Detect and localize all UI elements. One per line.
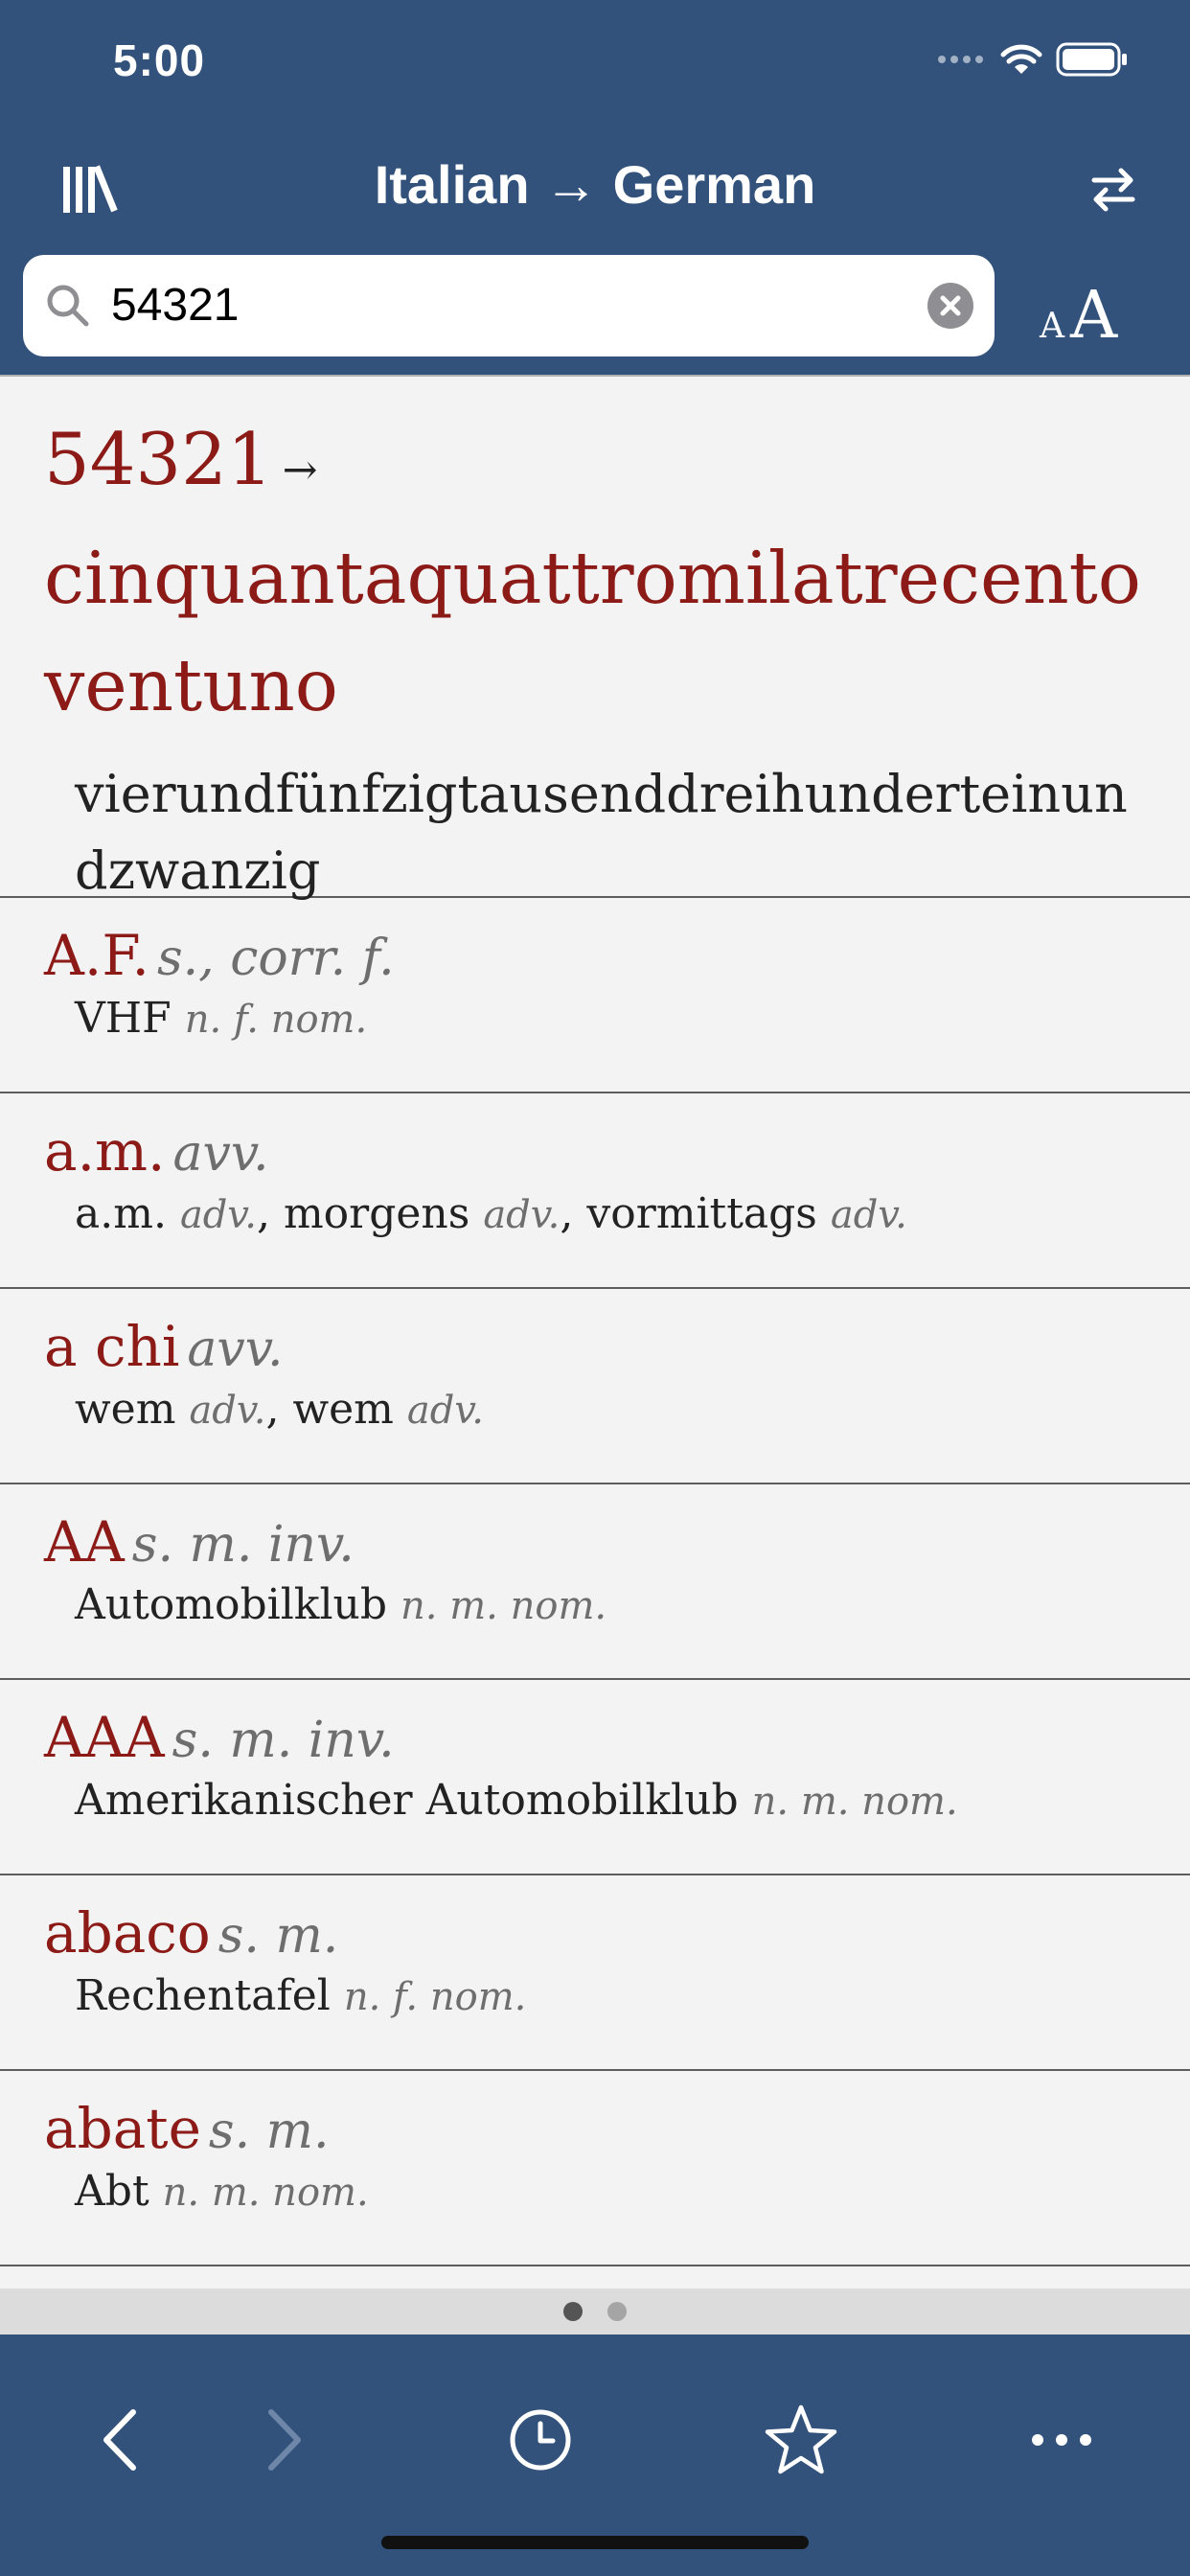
- translation-word: a.m.: [75, 1189, 167, 1238]
- entry-part-of-speech: avv.: [187, 1321, 284, 1378]
- translation-word: Rechentafel: [75, 1971, 331, 2020]
- translation-word: Automobilklub: [75, 1580, 388, 1629]
- entry-translations: [75, 1580, 1146, 1629]
- entry-headword: AAA: [44, 1705, 165, 1770]
- entry-part-of-speech: s. m. inv.: [172, 1712, 395, 1769]
- translation-word: Amerikanischer Automobilklub: [75, 1776, 739, 1825]
- translation-separator: ,: [256, 1189, 284, 1238]
- number-entry-head: [44, 405, 1146, 739]
- font-size-button[interactable]: [1040, 278, 1117, 354]
- number-expansion: cinquantaquattromilatrecentoventuno: [44, 536, 1141, 727]
- font-size-small-label: A: [1040, 307, 1064, 346]
- entry-row[interactable]: [0, 1484, 1190, 1680]
- translation-separator: ,: [265, 1385, 293, 1434]
- forward-icon: [260, 2406, 308, 2473]
- back-button[interactable]: [73, 2392, 169, 2488]
- translation-part-of-speech: adv.: [189, 1389, 266, 1433]
- translation-word: VHF: [75, 994, 172, 1043]
- entry-row[interactable]: [0, 1875, 1190, 2071]
- translation-part-of-speech: adv.: [830, 1193, 907, 1237]
- entry-row[interactable]: [0, 898, 1190, 1093]
- more-button[interactable]: [1014, 2392, 1110, 2488]
- history-button[interactable]: [492, 2392, 588, 2488]
- entry-head: [44, 2096, 1146, 2161]
- entry-translations: [75, 2167, 1146, 2216]
- translation-word: Abt: [75, 2167, 149, 2216]
- star-icon: [763, 2403, 839, 2477]
- entry-translations: [75, 1189, 1146, 1238]
- search-icon: [44, 282, 92, 330]
- forward-button[interactable]: [236, 2392, 332, 2488]
- entry-row[interactable]: [0, 1093, 1190, 1289]
- page-dot[interactable]: [607, 2302, 627, 2321]
- swap-direction-icon[interactable]: [1087, 163, 1140, 217]
- favorites-button[interactable]: [753, 2392, 849, 2488]
- entry-head: [44, 1118, 1146, 1184]
- number-entry[interactable]: [0, 377, 1190, 901]
- translation-part-of-speech: n. f. nom.: [184, 998, 368, 1042]
- entry-headword: A.F.: [44, 923, 149, 988]
- entry-head: [44, 1314, 1146, 1379]
- search-field[interactable]: [23, 255, 995, 356]
- entry-head: [44, 1509, 1146, 1575]
- number-translation: vierundfünfzigtausenddreihunderteinundzwanzig: [75, 764, 1128, 901]
- translation-word: vormittags: [586, 1189, 817, 1238]
- number-headword: 54321: [44, 417, 273, 501]
- search-input[interactable]: 54321: [111, 280, 240, 331]
- cellular-signal-icon: [938, 56, 983, 63]
- entry-headword: abaco: [44, 1900, 211, 1966]
- entry-part-of-speech: s., corr. f.: [156, 930, 395, 987]
- entry-head: [44, 1900, 1146, 1966]
- history-icon: [507, 2406, 574, 2473]
- font-size-large-label: A: [1070, 278, 1118, 354]
- battery-icon: [1056, 42, 1129, 77]
- wifi-icon: [1000, 43, 1042, 76]
- translation-part-of-speech: n. m. nom.: [162, 2171, 369, 2215]
- entry-headword: AA: [44, 1509, 125, 1575]
- entry-headword: a.m.: [44, 1118, 166, 1184]
- entry-translations: [75, 1776, 1146, 1825]
- translation-word: wem: [75, 1385, 176, 1434]
- entry-row[interactable]: [0, 2071, 1190, 2266]
- entry-part-of-speech: avv.: [172, 1125, 269, 1183]
- entry-head: [44, 1705, 1146, 1770]
- page-indicator[interactable]: [0, 2288, 1190, 2334]
- translation-part-of-speech: n. f. nom.: [343, 1975, 527, 2019]
- clear-search-button[interactable]: [927, 283, 973, 329]
- entry-row[interactable]: [0, 1680, 1190, 1875]
- dictionary-title: Italian → German: [374, 154, 816, 215]
- translation-part-of-speech: adv.: [483, 1193, 561, 1237]
- translation-part-of-speech: n. m. nom.: [751, 1780, 958, 1824]
- top-bar: [0, 0, 1190, 375]
- arrow-icon: →: [282, 446, 318, 494]
- translation-part-of-speech: adv.: [179, 1193, 257, 1237]
- translation-part-of-speech: n. m. nom.: [400, 1584, 607, 1628]
- more-icon: [1028, 2430, 1095, 2450]
- entry-part-of-speech: s. m. inv.: [131, 1516, 355, 1574]
- status-indicators: [938, 42, 1129, 77]
- entry-head: [44, 923, 1146, 988]
- entry-headword: a chi: [44, 1314, 180, 1379]
- entry-part-of-speech: s. m.: [208, 2103, 330, 2160]
- page-dot-active[interactable]: [563, 2302, 583, 2321]
- entry-translations: [75, 1385, 1146, 1434]
- results-list[interactable]: [0, 375, 1190, 2290]
- entry-row[interactable]: [0, 1289, 1190, 1484]
- home-indicator: [381, 2536, 809, 2549]
- entry-part-of-speech: s. m.: [217, 1907, 339, 1965]
- translation-word: wem: [292, 1385, 394, 1434]
- translation-separator: ,: [560, 1189, 587, 1238]
- close-icon: [927, 283, 973, 329]
- status-time: 5:00: [113, 35, 206, 85]
- translation-part-of-speech: adv.: [406, 1389, 484, 1433]
- entry-translations: [75, 1971, 1146, 2020]
- back-icon: [97, 2406, 145, 2473]
- translation-word: morgens: [283, 1189, 470, 1238]
- entry-translations: [75, 994, 1146, 1043]
- entry-headword: abate: [44, 2096, 201, 2161]
